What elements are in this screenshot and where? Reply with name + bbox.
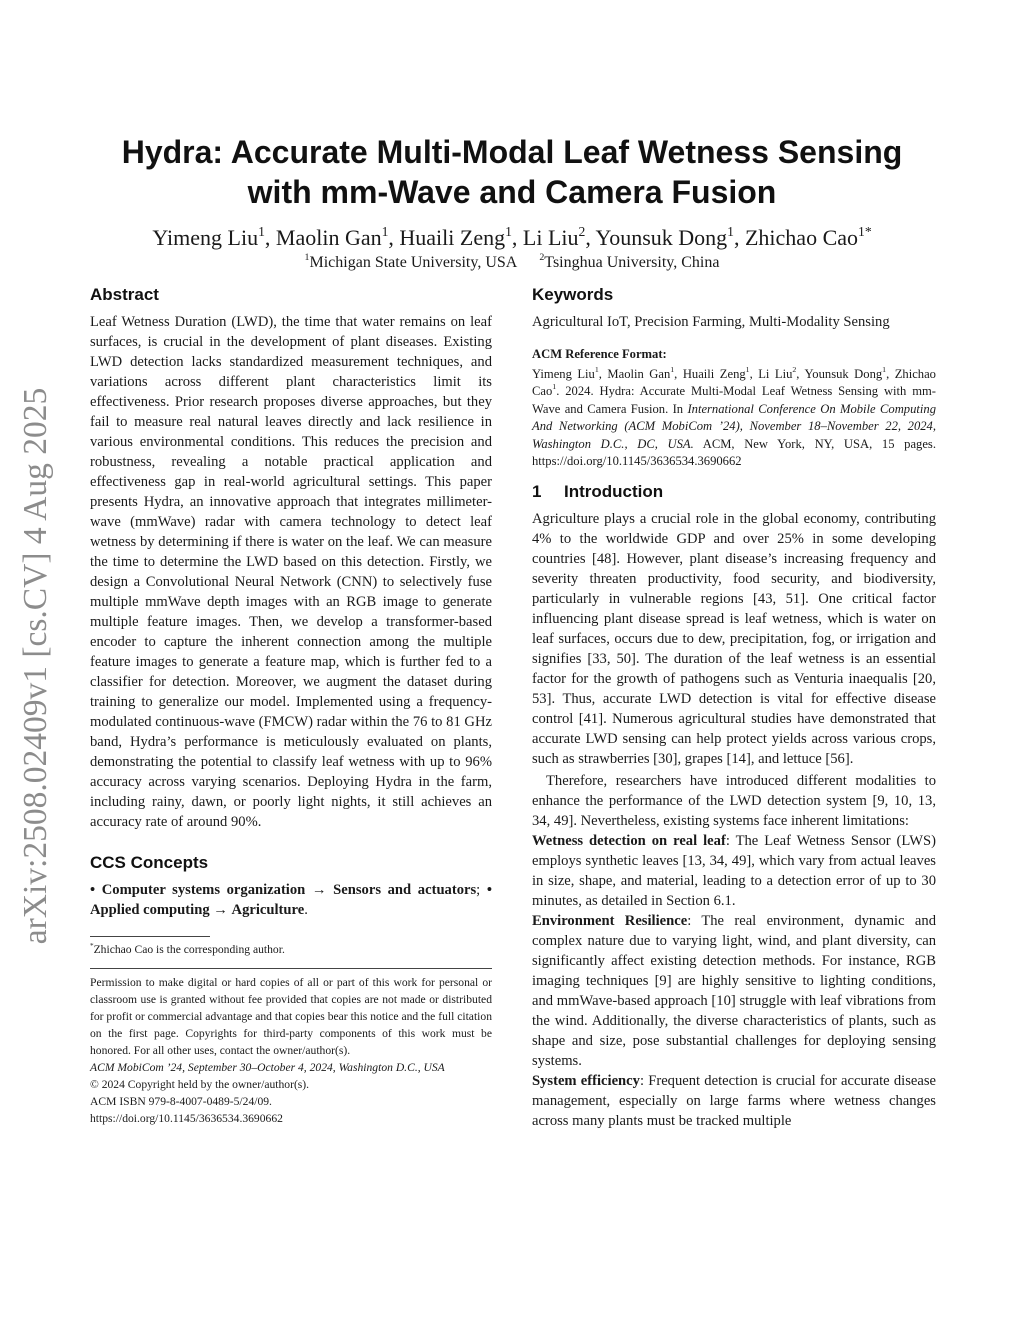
ccs-term: Agriculture xyxy=(231,902,305,918)
right-column xyxy=(532,284,936,1131)
author-list xyxy=(40,224,984,252)
intro-limitation-2: Environment Resilience: The real environment, dynamic and complex nature due to varying light, wind, and plant diversity, can significantly affect existing detection methods. For instance, RGB imaging techniques [9] are highly sensitive to lighting conditions, and mmWave-based approach [10] struggle with leaf vibrations from the wind. Additionally, the diverse characteristics of plants, such as shape and size, pose substantial challenges for deploying sensing systems. xyxy=(532,912,937,1069)
ccs-term: Computer systems organization xyxy=(101,882,306,898)
intro-limitation-3: System efficiency: Frequent detection is crucial for accurate disease management, especially on large farms where wetness changes across many plants must be tracked multiple xyxy=(532,1072,936,1129)
arxiv-stamp xyxy=(14,376,58,956)
doi-line: https://doi.org/10.1145/3636534.3690662 xyxy=(90,1112,283,1125)
arrow-icon: → xyxy=(213,902,228,918)
affiliation: $^2$Tsinghua University, China xyxy=(539,252,720,271)
paper-title-line-1: Hydra: Accurate Multi-Modal Leaf Wetness Sensing xyxy=(121,134,903,170)
acm-ref-text: Yimeng Liu$^1$, Maolin Gan$^1$, Huaili Zeng$^1$, Li Liu$^2$, Younsuk Dong$^1$, Zhichao Cao$^1$. 2024. Hydra: Accurate Multi-Modal Leaf Wetness Sensing with mm-Wave and Camera Fusion. In International Conference On Mobile Computing And Networking (ACM MobiCom ’24), November 18–November 22, 2024, Washington D.C., DC, USA. ACM, New York, NY, USA, 15 pages. https://doi.org/10.1145/3636534.3690662 xyxy=(532,364,936,468)
abstract-text: Leaf Wetness Duration (LWD), the time that water remains on leaf surfaces, is crucial in the development of plant diseases. Existing LWD detection lacks standardized measurement techniques, and variations across different plant characteristics limit its effectiveness. Prior research proposes diverse approaches, but they fail to measure real natural leaves directly and lack resilience in various environmental conditions. This reduces the precision and robustness, revealing a notable practical application and effectiveness gap in real-world agricultural settings. This paper presents Hydra, an innovative approach that integrates millimeter-wave (mmWave) radar with camera technology to detect leaf wetness by determining if there is water on the leaf. We can measure the time to determine the LWD based on this detection. Firstly, we design a Convolutional Neural Network (CNN) to selectively fuse multiple mmWave depth images with an RGB image to generate multiple feature images. Then, we develop a transformer-based encoder to capture the inherent connection among the multiple feature images to generate a feature map, which is further fed to a classifier for detection. Moreover, we augment the dataset during training to generalize our model. Implemented using a frequency-modulated continuous-wave (FMCW) radar within the 76 to 81 GHz band, Hydra’s performance is meticulously evaluated on plants, demonstrating the potential to classify leaf wetness with up to 96% accuracy across varying scenarios. Deploying Hydra in the farm, including rainy, dawn, or poorly light nights, it still achieves an accuracy rate of around 90%. xyxy=(90,314,492,830)
left-column xyxy=(90,284,492,1127)
permission-notice: Permission to make digital or hard copies of all or part of this work for personal or classroom use is granted without fee provided that copies are not made or distributed for profit or commercial advantage and that copies bear this notice and the full citation on the first page. Copyrights for third-party components of this work must be honored. For all other uses, contact the owner/author(s). xyxy=(90,976,492,1057)
author: Yimeng Liu$^1$, xyxy=(152,224,276,250)
intro-limitation-1: Wetness detection on real leaf: The Leaf Wetness Sensor (LWS) employs synthetic leaves [13, 34, 49], which vary from actual leaves in size, shape, and material, leading to a detection error of up to 30 minutes, as detailed in Section 6.1. xyxy=(532,832,936,909)
author: Maolin Gan$^1$, xyxy=(275,224,400,250)
keywords-text: Agricultural IoT, Precision Farming, Multi-Modality Sensing xyxy=(532,314,890,330)
abstract-heading: Abstract xyxy=(90,285,159,304)
footnote-divider xyxy=(90,936,210,937)
ccs-bullet: • xyxy=(486,882,492,898)
intro-paragraph-1: Agriculture plays a crucial role in the global economy, contributing 4% to the worldwide GDP and over 25% in some developing countries [48]. However, plant disease’s increasing frequency and severity threaten productivity, food security, and biodiversity, particularly in vulnerable regions [43, 51]. One critical factor influencing plant disease spread is leaf wetness, which is water on leaf surfaces, occurs due to dew, precipitation, fog, or irrigation and signifies [33, 50]. The duration of the leaf wetness is an essential factor for the growth of pathogens such as Venturia inaequalis [20, 53]. Thus, accurate LWD detection is vital for effective disease control [41]. Numerous agricultural studies have demonstrated that accurate LWD sensing can help protect yields across various crops, such as strawberries [30], grapes [14], and lettuce [56]. xyxy=(532,510,936,767)
permission-divider xyxy=(90,968,492,969)
arxiv-id: arXiv:2508.02409v1 [cs.CV] 4 Aug 2025 xyxy=(17,387,54,945)
author: Younsuk Dong$^1$, xyxy=(595,224,745,250)
ccs-bullet: • xyxy=(90,882,96,898)
paper-title xyxy=(60,132,964,212)
ccs-heading: CCS Concepts xyxy=(90,853,209,872)
isbn-line: ACM ISBN 979-8-4007-0489-5/24/09. xyxy=(90,1095,272,1108)
ccs-term: Sensors and actuators xyxy=(333,882,477,898)
affiliation-list xyxy=(40,252,984,274)
intro-heading: 1 Introduction xyxy=(532,481,664,501)
affiliation: $^1$Michigan State University, USA xyxy=(304,252,518,271)
author: Li Liu$^2$, xyxy=(522,224,596,250)
intro-paragraph-2: Therefore, researchers have introduced different modalities to enhance the performance of the LWD detection system [9, 10, 13, 34, 49]. Nevertheless, existing systems face inherent limitations: xyxy=(532,772,936,829)
author: Zhichao Cao$^{1*}$ xyxy=(744,224,872,250)
paper-title-line-2: with mm-Wave and Camera Fusion xyxy=(247,174,777,210)
acm-ref-heading: ACM Reference Format: xyxy=(532,347,667,361)
arrow-icon: → xyxy=(311,882,327,898)
copyright-line: © 2024 Copyright held by the owner/author(s). xyxy=(90,1078,310,1091)
author: Huaili Zeng$^1$, xyxy=(399,224,523,250)
keywords-heading: Keywords xyxy=(532,285,614,304)
ccs-term: Applied computing xyxy=(90,902,210,918)
ccs-concepts: • Computer systems organization → Sensors and actuators; • Applied computing → Agriculture. xyxy=(90,882,492,918)
footnote: *Zhichao Cao is the corresponding author. xyxy=(90,941,285,956)
venue-line: ACM MobiCom ’24, September 30–October 4, 2024, Washington D.C., USA xyxy=(90,1061,445,1074)
